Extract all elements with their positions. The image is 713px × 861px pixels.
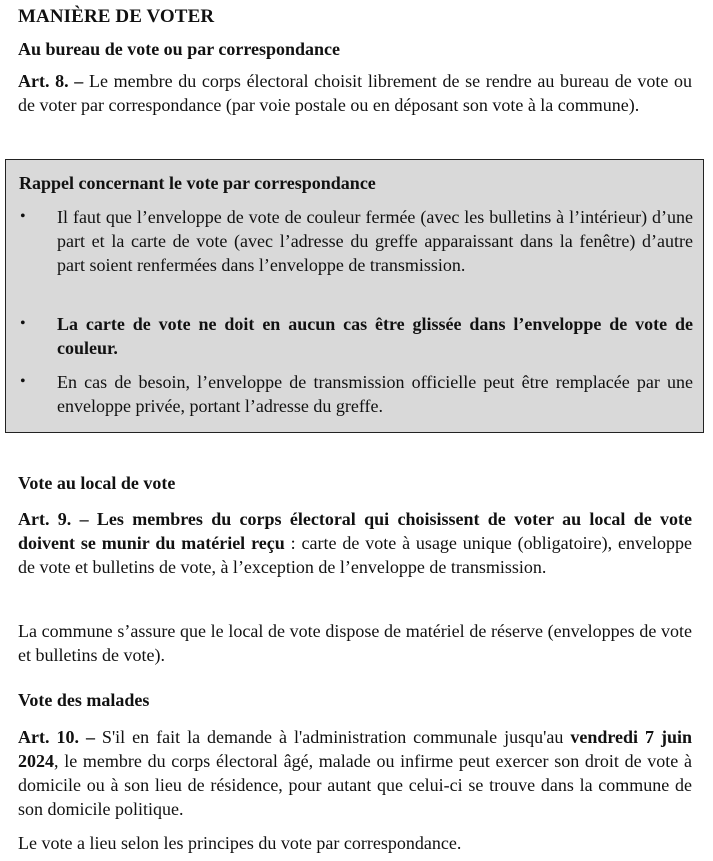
section-title-local-de-vote: Vote au local de vote <box>18 473 176 493</box>
article-9-text: : carte de vote à usage unique (obligatoire), enveloppe de vote et bulletins de vote, à l’exception de l’enveloppe de transmission. <box>18 533 692 577</box>
page-heading: MANIÈRE DE VOTER <box>18 6 215 27</box>
reminder-box-title: Rappel concernant le vote par correspondance <box>19 173 376 193</box>
reminder-bullet-1-text: Il faut que l’enveloppe de vote de couleur fermée (avec les bulletins à l’intérieur) d’une part et la carte de vote (avec l’adresse du greffe apparaissant dans la fenêtre) d’autre part soient renfermées dans l’enveloppe de transmission. <box>57 207 693 275</box>
section-title-vote-des-malades: Vote des malades <box>18 690 150 710</box>
article-8 <box>18 69 692 117</box>
article-9-bold: Art. 9. – Les membres du corps électoral qui choisissent de voter au local de vote doivent se munir du matériel reçu <box>18 509 692 553</box>
article-10-text-a: S'il en fait la demande à l'administration communale jusqu'au <box>94 727 571 747</box>
bullet-icon: • <box>20 373 26 390</box>
article-9 <box>18 507 692 579</box>
article-10-label: Art. 10. – <box>18 727 95 747</box>
vote-des-malades-paragraph: Le vote a lieu selon les principes du vote par correspondance. <box>18 833 462 853</box>
article-8-label: Art. 8. – <box>18 71 84 91</box>
reminder-box <box>5 159 704 433</box>
reminder-bullet-3-text: En cas de besoin, l’enveloppe de transmission officielle peut être remplacée par une enveloppe privée, portant l’adresse du greffe. <box>57 372 693 416</box>
article-10-date: vendredi 7 juin 2024 <box>18 727 693 771</box>
article-10-text-b: , le membre du corps électoral âgé, malade ou infirme peut exercer son droit de vote à domicile ou à son lieu de résidence, pour autant que celui-ci se trouve dans la commune de son domicile politique. <box>18 751 692 819</box>
bullet-icon: • <box>20 208 26 225</box>
local-de-vote-paragraph: La commune s’assure que le local de vote dispose de matériel de réserve (enveloppes de vote et bulletins de vote). <box>18 621 692 665</box>
section-title-bureau-correspondance: Au bureau de vote ou par correspondance <box>18 39 341 59</box>
bullet-icon: • <box>20 315 26 332</box>
article-10 <box>18 725 692 821</box>
reminder-bullet-2-text: La carte de vote ne doit en aucun cas être glissée dans l’enveloppe de vote de couleur. <box>57 314 693 358</box>
article-8-text: Le membre du corps électoral choisit librement de se rendre au bureau de vote ou de voter par correspondance (par voie postale ou en déposant son vote à la commune). <box>18 71 692 115</box>
